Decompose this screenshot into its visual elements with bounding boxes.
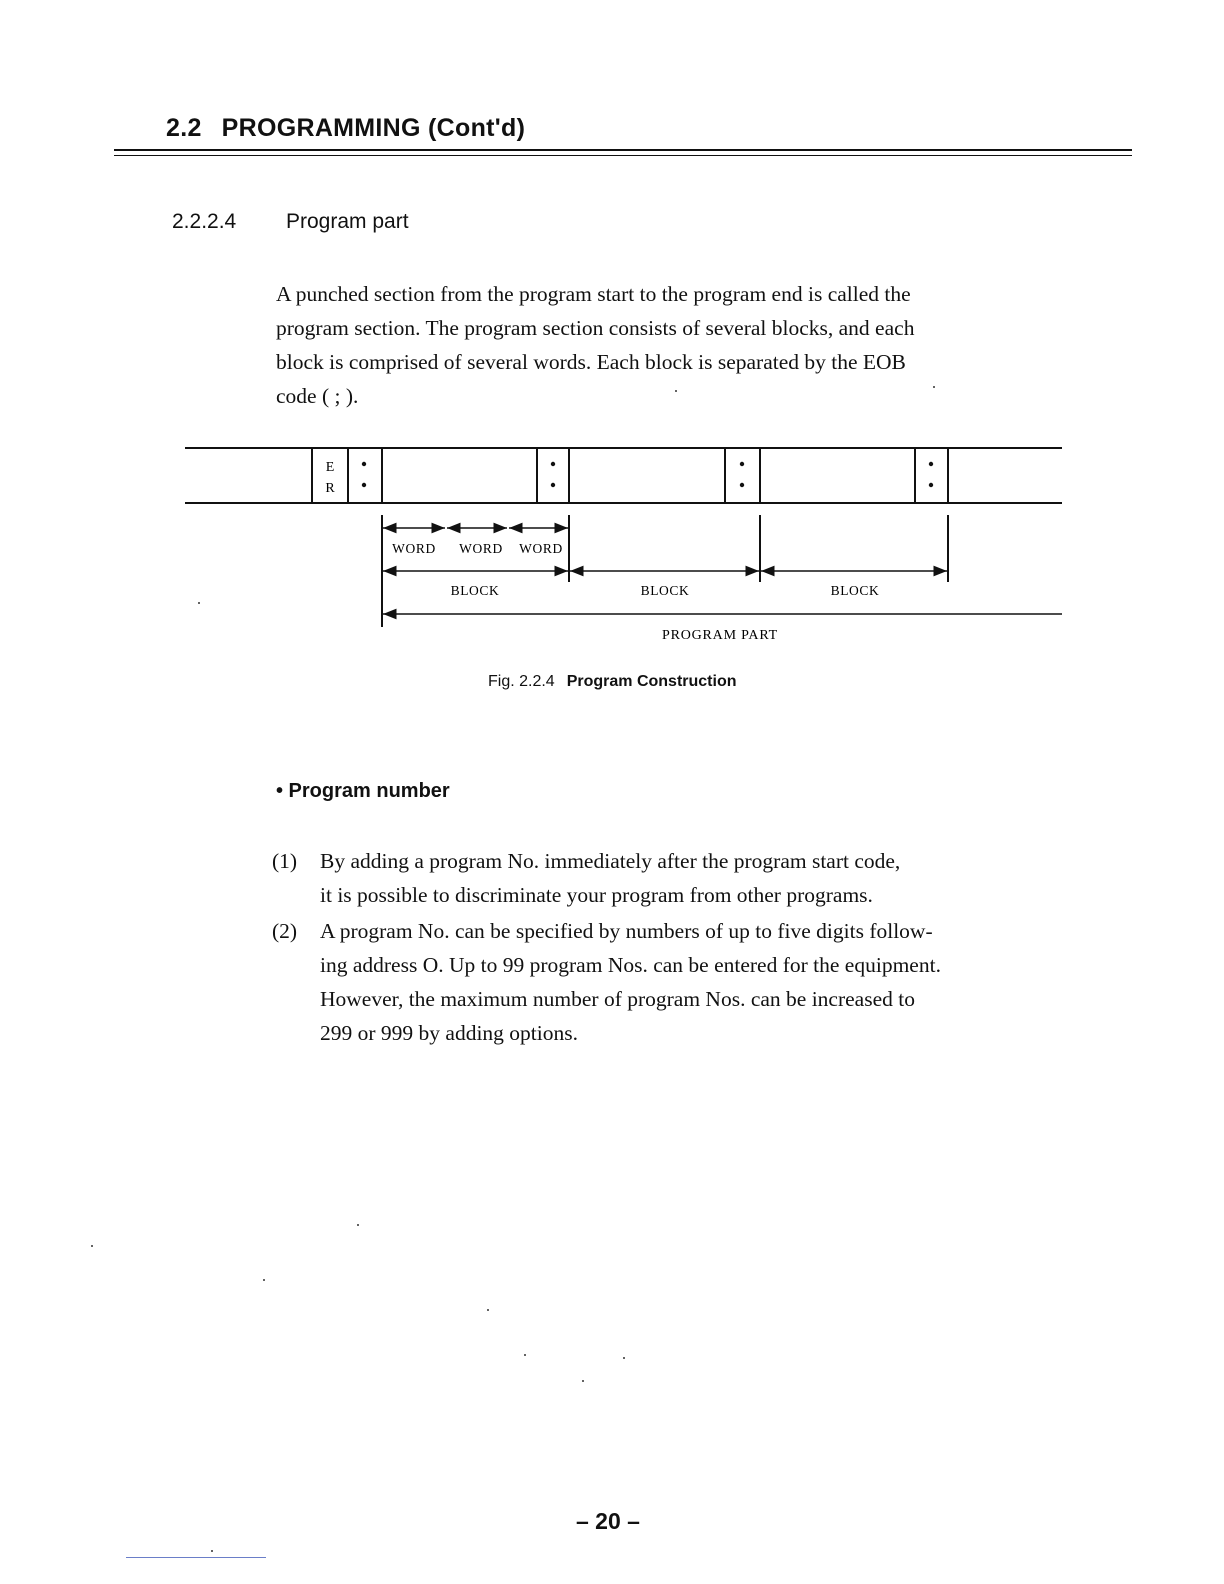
list-item-line: 299 or 999 by adding options.: [320, 1021, 578, 1045]
scan-speck: [623, 1357, 625, 1359]
word-label: WORD: [392, 541, 436, 556]
program-part-label: PROGRAM PART: [661, 628, 779, 643]
block-label: BLOCK: [640, 583, 690, 598]
header-title: PROGRAMMING (Cont'd): [221, 114, 526, 142]
list-item: [272, 844, 1068, 912]
list-item-label: (1): [272, 849, 298, 873]
list-item: [272, 914, 1068, 1050]
scan-speck: [91, 1245, 93, 1247]
intro-line: A punched section from the program start to the program end is called the: [276, 282, 911, 306]
scan-speck: [211, 1550, 213, 1552]
word-label: WORD: [459, 541, 503, 556]
list-item-line: By adding a program No. immediately after the program start code,: [320, 849, 901, 873]
header-section-number: 2.2: [166, 114, 202, 142]
section-number: 2.2.2.4: [172, 210, 237, 233]
list-item-text: [320, 844, 1066, 912]
section-title: Program part: [286, 210, 409, 233]
list-item-line: ing address O. Up to 99 program Nos. can be entered for the equipment.: [320, 953, 941, 977]
tape-separators: [312, 448, 948, 503]
scan-speck: [198, 602, 200, 604]
list-item-line: A program No. can be specified by numbers of up to five digits follow-: [320, 919, 933, 943]
tape-start-label-e: E: [325, 460, 335, 475]
intro-line: code ( ; ).: [276, 384, 359, 408]
scan-speck: [524, 1354, 526, 1356]
scan-speck: [582, 1380, 584, 1382]
eob-code-marks: [362, 462, 933, 487]
block-label: BLOCK: [830, 583, 880, 598]
program-construction-diagram: [0, 0, 1224, 720]
list-item-line: However, the maximum number of program Nos. can be increased to: [320, 987, 915, 1011]
figure-caption: [488, 673, 737, 691]
list-item-text: [320, 914, 1066, 1050]
program-number-heading: • Program number: [276, 780, 450, 802]
figure-caption-title: Program Construction: [566, 673, 737, 690]
tape-start-label-r: R: [325, 481, 335, 496]
block-label: BLOCK: [450, 583, 500, 598]
word-label: WORD: [519, 541, 563, 556]
figure-caption-number: Fig. 2.2.4: [488, 673, 555, 690]
page-number: – 20 –: [576, 1508, 640, 1534]
scan-speck: [487, 1309, 489, 1311]
scan-speck: [263, 1279, 265, 1281]
intro-line: block is comprised of several words. Each block is separated by the EOB: [276, 350, 906, 374]
list-item-line: it is possible to discriminate your program from other programs.: [320, 883, 873, 907]
footer-line: [126, 1557, 266, 1558]
scan-speck: [357, 1224, 359, 1226]
list-item-label: (2): [272, 919, 298, 943]
scan-speck: [675, 390, 677, 392]
scan-speck: [933, 386, 935, 388]
intro-line: program section. The program section consists of several blocks, and each: [276, 316, 915, 340]
